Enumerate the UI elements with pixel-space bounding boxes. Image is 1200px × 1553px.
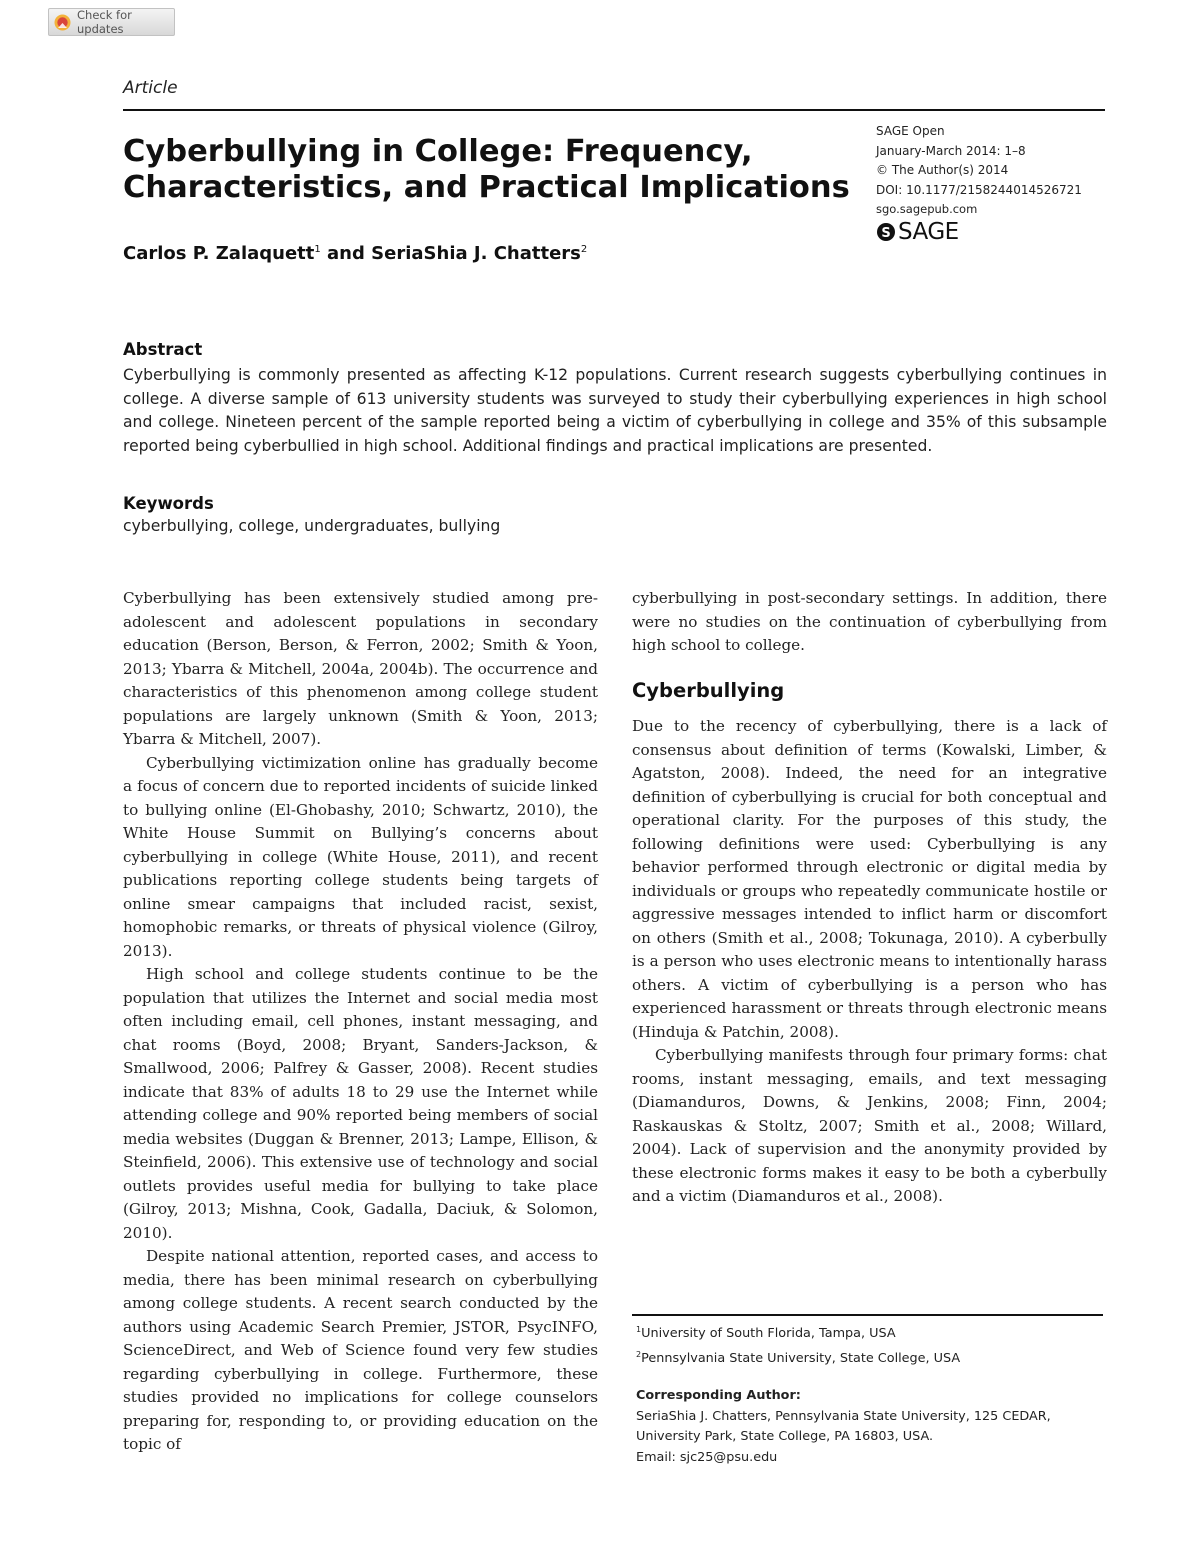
doi-link[interactable]: DOI: 10.1177/2158244014526721 — [876, 182, 1082, 197]
author-name: SeriaShia J. Chatters — [371, 243, 581, 264]
right-column — [632, 587, 1107, 1209]
section-heading: Cyberbullying — [632, 678, 785, 702]
body-paragraph: Cyberbullying victimization online has gradually become a focus of concern due to reported incidents of suicide linked to bullying online (El-Ghobashy, 2010; Schwartz, 2010), the White House Summit on Bullying’s concerns about cyberbullying in college (White House, 2011), and recent publications reporting college students being targets of online smear campaigns that included racist, sexist, homophobic remarks, or threats of physical violence (Gilroy, 2013). — [123, 753, 598, 960]
journal-info — [876, 122, 1106, 220]
body-paragraph: Despite national attention, reported cases, and access to media, there has been minimal research on cyberbullying among college students. A recent search conducted by the authors using Academic Search Premier, JSTOR, PsycINFO, ScienceDirect, and Web of Science found very few studies regarding cyberbullying in college. Furthermore, these studies provided no implications for college counselors preparing for, responding to, or providing education on the topic of — [123, 1247, 598, 1453]
body-paragraph: cyberbullying in post-secondary settings. In addition, there were no studies on the continuation of cyberbullying from high school to college. — [632, 589, 1107, 654]
corresponding-author-block — [636, 1386, 1106, 1468]
author-line — [123, 243, 587, 264]
corresponding-author-heading: Corresponding Author: — [636, 1388, 801, 1403]
journal-name: SAGE Open — [876, 124, 945, 138]
copyright-line: © The Author(s) 2014 — [876, 163, 1009, 177]
journal-issue: January-March 2014: 1–8 — [876, 143, 1026, 158]
journal-url-link[interactable]: sgo.sagepub.com — [876, 202, 978, 216]
affiliation-mark: 2 — [580, 244, 588, 255]
article-type-label: Article — [123, 78, 178, 98]
corresponding-author-line: University Park, State College, PA 16803, USA. — [636, 1429, 934, 1444]
body-paragraph: Cyberbullying has been extensively studied among pre-adolescent and adolescent populations in secondary education (Berson, Berson, & Ferron, 2002; Smith & Yoon, 2013; Ybarra & Mitchell, 2004a, 2004b). The occurrence and characteristics of this phenomenon among college student populations are largely unknown (Smith & Yoon, 2013; Ybarra & Mitchell, 2007). — [123, 589, 598, 748]
footnote-rule — [632, 1314, 1103, 1316]
header-rule — [123, 109, 1105, 111]
sage-emblem-icon — [876, 222, 896, 242]
affiliation-mark: 1 — [314, 244, 321, 255]
body-paragraph: Due to the recency of cyberbullying, there is a lack of consensus about definition of terms (Kowalski, Limber, & Agatston, 2008). Indeed, the need for an integrative definition of cyberbullying is crucial for both conceptual and operational clarity. For the purposes of this study, the following definitions were used: Cyberbullying is any behavior performed through electronic or digital media by individuals or groups who repeatedly communicate hostile or aggressive messages intended to inflict harm or discomfort on others (Smith et al., 2008; Tokunaga, 2010). A cyberbully is a person who uses electronic means to intentionally harass others. A victim of cyberbullying is a person who has experienced harassment or threats through electronic means (Hinduja & Patchin, 2008). — [632, 717, 1107, 1041]
update-badge-icon — [54, 14, 71, 31]
abstract-heading: Abstract — [123, 340, 203, 359]
author-name: Carlos P. Zalaquett — [123, 243, 315, 264]
corresponding-author-email-link[interactable]: Email: sjc25@psu.edu — [636, 1449, 778, 1465]
sage-logo — [876, 219, 959, 245]
body-paragraph: Cyberbullying manifests through four primary forms: chat rooms, instant messaging, emails, and text messaging (Diamanduros, Downs, & Jenkins, 2008; Finn, 2004; Raskauskas & Stoltz, 2007; Smith et al., 2008; Willard, 2004). Lack of supervision and the anonymity provided by these electronic forms makes it easy to be both a cyberbully and a victim (Diamanduros et al., 2008). — [632, 1046, 1107, 1205]
body-paragraph: High school and college students continue to be the population that utilizes the Internet and social media most often including email, cell phones, instant messaging, and chat rooms (Boyd, 2008; Bryant, Sanders-Jackson, & Smallwood, 2006; Palfrey & Gasser, 2008). Recent studies indicate that 83% of adults 18 to 29 use the Internet while attending college and 90% reported being members of social media websites (Duggan & Brenner, 2013; Lampe, Ellison, & Steinfield, 2006). This extensive use of technology and social outlets provides useful media for bullying to take place (Gilroy, 2013; Mishna, Cook, Gadalla, Daciuk, & Solomon, 2010). — [123, 965, 598, 1242]
check-for-updates-label: Check for updates — [77, 8, 132, 36]
check-for-updates-button[interactable] — [48, 8, 175, 36]
abstract-text: Cyberbullying is commonly presented as affecting K-12 populations. Current research suggests cyberbullying continues in college. A diverse sample of 613 university students was surveyed to study their cyberbullying experiences in high school and college. Nineteen percent of the sample reported being a victim of cyberbullying in college and 35% of this subsample reported being cyberbullied in high school. Additional findings and practical implications are presented. — [123, 366, 1107, 455]
affiliation-note: $^1$University of South Florida, Tampa, USA — [636, 1325, 896, 1341]
corresponding-author-line: SeriaShia J. Chatters, Pennsylvania State University, 125 CEDAR, — [636, 1408, 1051, 1424]
article-title: Cyberbullying in College: Frequency, Characteristics, and Practical Implications — [123, 134, 850, 205]
sage-logo-text: SAGE — [898, 219, 959, 245]
author-separator: and — [327, 243, 365, 264]
keywords-heading: Keywords — [123, 494, 214, 513]
keywords-text: cyberbullying, college, undergraduates, bullying — [123, 517, 501, 535]
footnotes — [636, 1320, 1106, 1468]
affiliation-note: $^2$Pennsylvania State University, State College, USA — [636, 1349, 961, 1366]
left-column — [123, 587, 598, 1457]
svg-text:S: S — [881, 226, 891, 241]
